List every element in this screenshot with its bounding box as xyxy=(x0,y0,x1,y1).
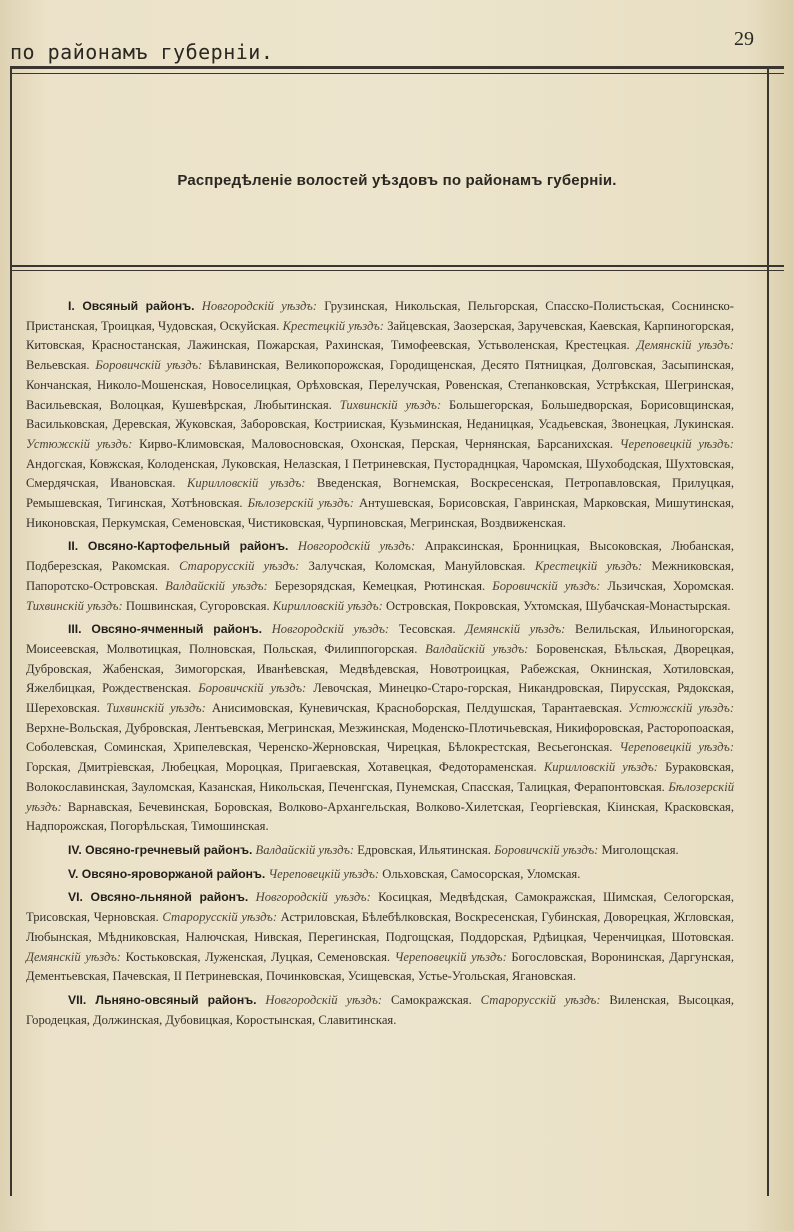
volost-list: Ольховская, Самосорская, Уломская. xyxy=(382,866,581,881)
top-rule xyxy=(10,66,784,69)
volost-list: Вельевская. xyxy=(26,358,90,373)
volost-list: Введенская, Вогнемская, Воскресенская, Петропавловская, Прилуцкая, Ремышевская, Тигинская, Хотѣновская. xyxy=(26,476,734,511)
district-name: Новгородскій уѣздъ: xyxy=(201,299,317,313)
volost-list: Залучская, Коломская, Мануйловская. xyxy=(308,559,526,574)
district-name: Тихвинскій уѣздъ: xyxy=(106,701,206,716)
district-name: Старорусскій уѣздъ: xyxy=(162,910,278,925)
volost-list: Виленская, Высоцкая, Городецкая, Должинская, Дубовицкая, Коростынская, Славитинская. xyxy=(26,992,735,1027)
region-heading: V. Овсяно-яроворжаной районъ. xyxy=(68,866,266,881)
district-name: Старорусскій уѣздъ: xyxy=(179,559,300,574)
volost-list: Едровская, Ильятинская. xyxy=(357,842,491,857)
volost-list: Варнавская, Бечевинская, Боровская, Волково-Архангельская, Волково-Хилетская, Георгіевская, Кіинская, Красковская, Надпорожская, Погорѣльская, Тимошинская. xyxy=(26,799,734,834)
volost-list: Горская, Дмитріевская, Любецкая, Мороцкая, Пригаевская, Хотавецкая, Федотораменская. xyxy=(26,760,537,775)
volost-list: Анисимовская, Куневичская, Красноборская, Пелдушская, Тарантаевская. xyxy=(211,701,623,716)
volost-list: Апраксинская, Бронницкая, Высоковская, Любанская, Подберезская, Ракомская. xyxy=(26,539,734,574)
volost-list: Боровенская, Бѣльская, Дворецкая, Дубровская, Жабенская, Зимогорская, Иванѣевская, Медвѣдевская, Новотроицкая, Рабежская, Окнинская, Хотиловская, Яжелбицкая, Рождественская. xyxy=(26,641,734,696)
volost-list: Зайцевская, Заозерская, Заручевская, Каевская, Карпиногорская, Китовская, Красностанская, Лажинская, Пожарская, Рахинская, Тимофеевская, Устьволенская, Крестецкая. xyxy=(26,318,734,353)
district-name: Устюжскій уѣздъ: xyxy=(26,436,133,451)
volost-list: Антушевская, Борисовская, Гавринская, Марковская, Мишутинская, Никоновская, Перкумская, Семеновская, Чистиковская, Чурпиновская, Мегринская, Воздвиженская. xyxy=(26,496,735,530)
region-heading: II. Овсяно-Картофельный районъ. xyxy=(68,539,289,554)
volost-list: Большегорская, Большедворская, Борисовщинская, Васильковская, Деревская, Жуковская, Заборовская, Кострииская, Кузьминская, Неданицкая, Усадьевская, Звонецкая, Лукинская. xyxy=(26,397,735,432)
volost-list: Велильская, Ильиногорская, Моисеевская, Молвотицкая, Полновская, Польская, Филиппогорская. xyxy=(26,622,735,656)
table-title: Распредѣленіе волостей уѣздовъ по районамъ губерніи. xyxy=(177,172,617,189)
district-name: Новгородскій уѣздъ: xyxy=(297,539,416,554)
district-name: Крестецкій уѣздъ: xyxy=(534,559,643,574)
volost-list: Березорядская, Кемецкая, Рютинская. xyxy=(274,578,486,593)
top-rule-thin xyxy=(10,73,784,74)
region-paragraph xyxy=(26,865,734,885)
volost-list: Самокражская. xyxy=(390,992,472,1007)
district-name: Новгородскій уѣздъ: xyxy=(255,890,371,905)
volost-list: Бураковская, Волокославинская, Зауломская, Казанская, Никольская, Печенгская, Пунемская, Спасская, Талицкая, Ферапонтовская. xyxy=(26,760,734,794)
district-name: Новгородскій уѣздъ: xyxy=(271,622,390,637)
district-name: Новгородскій уѣздъ: xyxy=(265,992,383,1007)
volost-list: Андогская, Ковжская, Колоденская, Луковская, Нелазская, I Петриневская, Пустораднцкая, Чаромская, Шухободская, Шухтовская, Смердячская, Ивановская. xyxy=(26,456,734,491)
district-name: Череповецкій уѣздъ: xyxy=(394,949,507,964)
right-border xyxy=(767,66,769,1196)
district-name: Крестецкій уѣздъ: xyxy=(282,318,384,333)
volost-list: Косицкая, Медвѣдская, Самокражская, Шимская, Селогорская, Трисовская, Черновская. xyxy=(26,890,734,925)
volost-list: Кирво-Климовская, Маловосновская, Охонская, Перская, Чернянская, Барсанихская. xyxy=(139,436,614,451)
region-heading: IV. Овсяно-гречневый районъ. xyxy=(68,842,253,857)
volost-list: Островская, Покровская, Ухтомская, Шубачская-Монастырская. xyxy=(386,598,731,613)
district-name: Череповецкій уѣздъ: xyxy=(619,740,735,755)
region-paragraph xyxy=(26,620,734,837)
region-paragraph xyxy=(26,537,734,616)
volost-list: Миголощская. xyxy=(601,842,679,857)
district-name: Демянскій уѣздъ: xyxy=(636,338,734,353)
volost-list: Богословская, Воронинская, Даргунская, Дементьевская, Пачевская, II Петриневская, Починковская, Усищевская, Устье-Угольская, Ягановская. xyxy=(26,949,734,984)
district-name: Череповецкій уѣздъ: xyxy=(619,436,734,451)
district-name: Валдайскій уѣздъ: xyxy=(255,842,355,857)
region-paragraph xyxy=(26,297,734,533)
region-heading: I. Овсяный районъ. xyxy=(68,299,195,313)
region-heading: III. Овсяно-ячменный районъ. xyxy=(68,622,263,637)
district-name: Тихвинскій уѣздъ: xyxy=(339,397,442,412)
volost-list: Астриловская, Бѣлебѣлковская, Воскресенская, Губинская, Доворецкая, Жгловская, Любынская, Мѣдниковская, Налючская, Нивская, Перегинская, Подгощская, Поддорская, Рдѣицкая, Черенчицкая, Шотовская. xyxy=(26,910,734,944)
region-heading: VII. Льняно-овсяный районъ. xyxy=(68,992,257,1007)
volost-list: Костьковская, Луженская, Луцкая, Семеновская. xyxy=(125,949,391,964)
volost-list: Межниковская, Папоротско-Островская. xyxy=(26,559,734,593)
regions-list xyxy=(26,297,734,1034)
volost-list: Верхне-Вольская, Дубровская, Лентьевская, Мегринская, Мезжинская, Моденско-Плотичьевская, Никифоровская, Расторопоаская, Соболевская, Соминская, Хрипелевская, Черенско-Жерновская, Чирецкая, Бѣлокрестская, Весьегонская. xyxy=(26,720,734,755)
district-name: Боровичскій уѣздъ: xyxy=(492,578,601,593)
volost-list: Пошвинская, Сугоровская. xyxy=(125,598,270,613)
district-name: Кирилловскій уѣздъ: xyxy=(187,476,306,491)
header-rule xyxy=(10,265,784,267)
district-name: Бѣлозерскій уѣздъ: xyxy=(26,779,734,814)
volost-list: Бѣлавинская, Великопорожская, Городищенская, Десято Пятницкая, Долговская, Засыпинская, Кончанская, Николо-Мошенская, Новоселицкая, Орѣховская, Перелучская, Ровенская, Степанковская, Устрѣкская, Шегринская, Васильевская, Волоцкая, Кушевѣрская, Любытинская. xyxy=(26,358,734,412)
district-name: Кирилловскій уѣздъ: xyxy=(543,760,658,775)
district-name: Валдайскій уѣздъ: xyxy=(165,578,268,593)
region-heading: VI. Овсяно-льняной районъ. xyxy=(68,890,249,905)
volost-list: Тесовская. xyxy=(398,622,456,637)
volost-list: Льзичская, Хоромская. xyxy=(607,578,735,593)
volost-list: Грузинская, Никольская, Пельгорская, Спасско-Полистьская, Соснинско-Пристанская, Троицкая, Чудовская, Оскуйская. xyxy=(26,299,734,333)
left-border xyxy=(10,66,12,1196)
running-head: по районамъ губерніи. xyxy=(10,40,274,64)
region-paragraph xyxy=(26,888,734,987)
header-rule-thin xyxy=(10,270,784,271)
district-name: Тихвинскій уѣздъ: xyxy=(26,598,123,613)
district-name: Боровичскій уѣздъ: xyxy=(198,681,307,696)
district-name: Валдайскій уѣздъ: xyxy=(425,641,529,656)
region-paragraph xyxy=(26,841,734,861)
district-name: Устюжскій уѣздъ: xyxy=(628,701,735,716)
region-paragraph xyxy=(26,991,734,1030)
district-name: Старорусскій уѣздъ: xyxy=(480,992,601,1007)
district-name: Боровичскій уѣздъ: xyxy=(95,358,203,373)
district-name: Кирилловскій уѣздъ: xyxy=(272,598,383,613)
district-name: Боровичскій уѣздъ: xyxy=(494,842,599,857)
district-name: Бѣлозерскій уѣздъ: xyxy=(247,496,354,511)
district-name: Демянскій уѣздъ: xyxy=(26,949,121,964)
volost-list: Левочская, Минецко-Старо-горская, Никандровская, Пирусская, Рядокская, Шереховская. xyxy=(26,681,734,716)
district-name: Череповецкій уѣздъ: xyxy=(268,866,380,881)
district-name: Демянскій уѣздъ: xyxy=(465,622,566,637)
page-number: 29 xyxy=(734,28,754,50)
